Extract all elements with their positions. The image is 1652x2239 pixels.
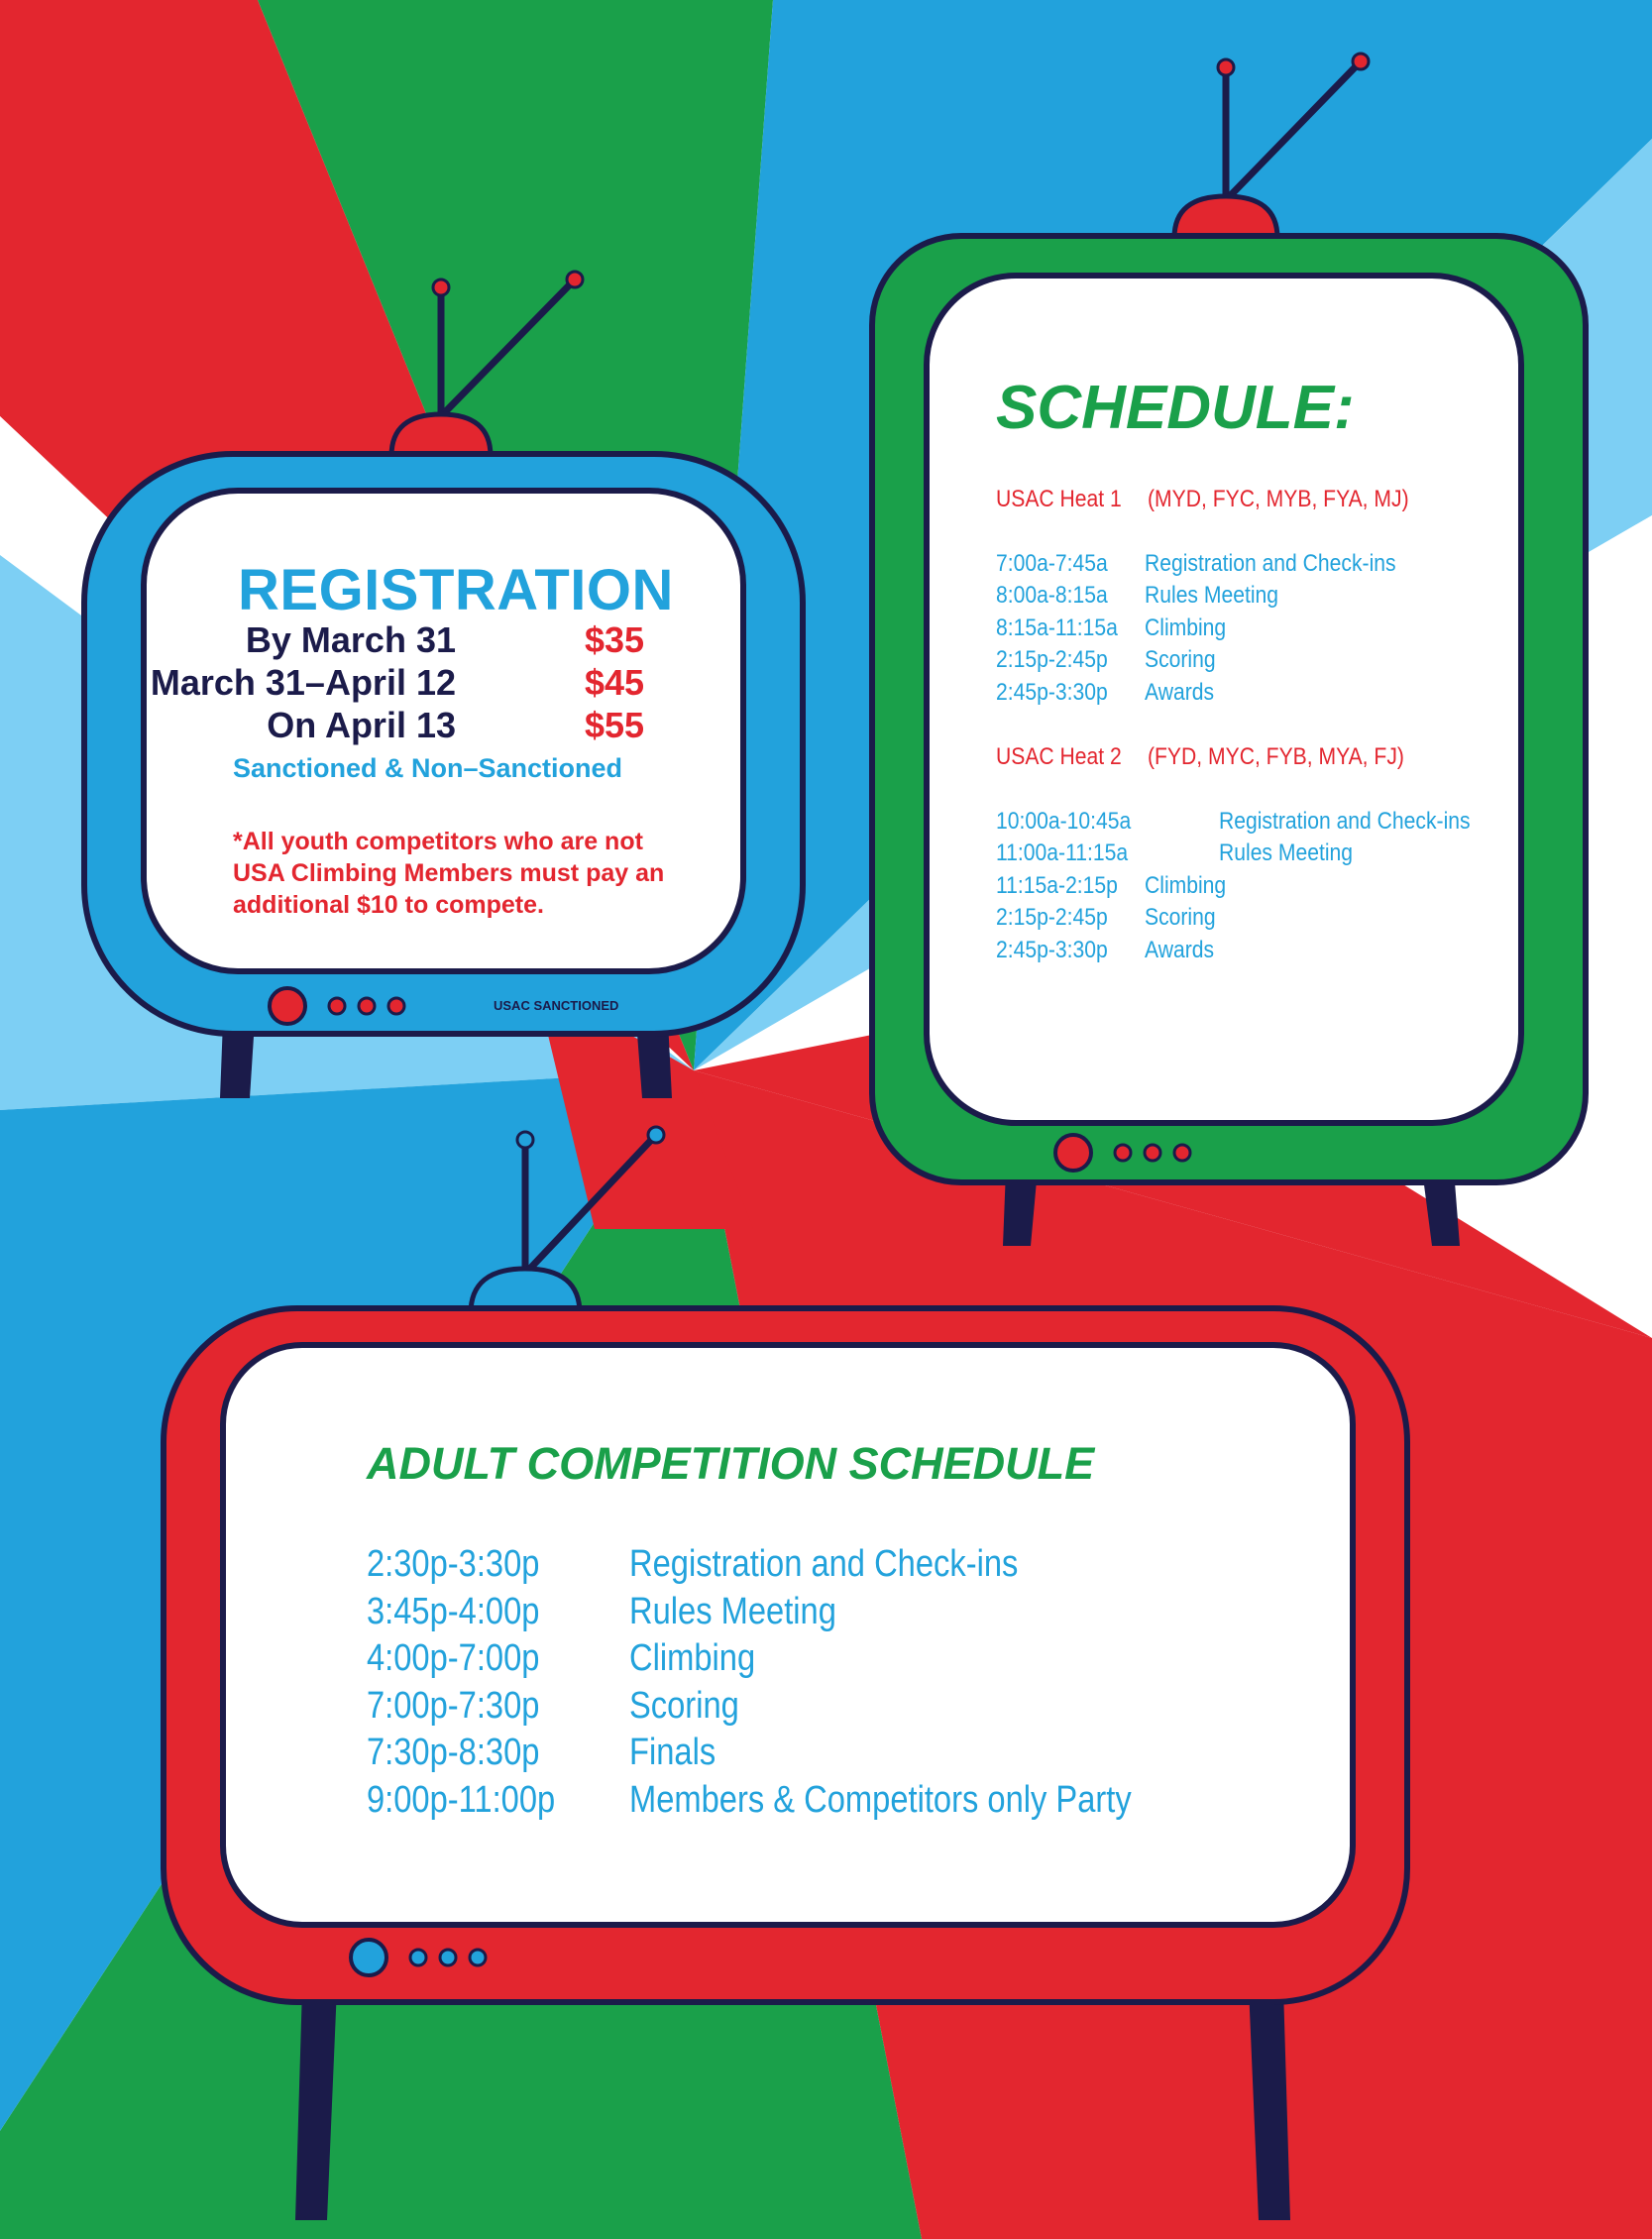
sanction-subtitle: Sanctioned & Non–Sanctioned [233,753,623,783]
adult-time-6: 9:00p-11:00p [367,1779,556,1821]
adult-schedule-title: ADULT COMPETITION SCHEDULE [367,1438,1095,1489]
tier-3-label: On April 13 [267,705,456,745]
adult-activity-6: Members & Competitors only Party [629,1779,1132,1821]
schedule-tv [867,50,1591,1249]
adult-schedule-tv [159,1125,1417,2225]
heat-1-activity-1: Registration and Check-ins [1145,550,1396,577]
heat-1-time-4: 2:15p-2:45p [996,646,1108,673]
adult-activity-4: Scoring [629,1685,739,1727]
heat-2-activity-3: Climbing [1145,872,1227,899]
heat-2-activity-4: Scoring [1145,904,1216,931]
adult-activity-5: Finals [629,1732,716,1773]
tier-2-label: March 31–April 12 [150,662,456,703]
heat-2-time-2: 11:00a-11:15a [996,840,1129,866]
usac-sanctioned-badge: USAC SANCTIONED [494,998,619,1013]
adult-time-5: 7:30p-8:30p [367,1732,540,1773]
heat-1-activity-4: Scoring [1145,646,1216,673]
registration-tv [79,268,813,1100]
youth-fee-note: *All youth competitors who are not USA Climbing Members must pay an additional $10 to compete. [233,828,665,919]
heat-1-activity-2: Rules Meeting [1145,582,1279,609]
heat-1-time-3: 8:15a-11:15a [996,615,1118,641]
heat-2-activity-1: Registration and Check-ins [1219,808,1471,835]
heat-1-time-1: 7:00a-7:45a [996,550,1108,577]
heat-2-time-3: 11:15a-2:15p [996,872,1118,899]
heat-2-name: USAC Heat 2 [996,743,1122,770]
heat-2-time-4: 2:15p-2:45p [996,904,1108,931]
heat-2-categories: (FYD, MYC, FYB, MYA, FJ) [1148,743,1404,770]
tier-1-price: $35 [585,619,645,660]
tier-3-price: $55 [585,705,645,745]
schedule-title: SCHEDULE: [996,374,1355,442]
heat-1-activity-3: Climbing [1145,615,1227,641]
heat-1-activity-5: Awards [1145,679,1215,706]
registration-title: REGISTRATION [238,558,674,622]
adult-time-1: 2:30p-3:30p [367,1543,540,1585]
adult-time-4: 7:00p-7:30p [367,1685,540,1727]
heat-2-time-1: 10:00a-10:45a [996,808,1132,835]
heat-1-time-5: 2:45p-3:30p [996,679,1108,706]
adult-time-3: 4:00p-7:00p [367,1637,540,1679]
heat-2-activity-5: Awards [1145,937,1215,963]
adult-time-2: 3:45p-4:00p [367,1591,540,1632]
adult-activity-1: Registration and Check-ins [629,1543,1019,1585]
heat-1-time-2: 8:00a-8:15a [996,582,1108,609]
tier-2-price: $45 [585,662,645,703]
adult-activity-2: Rules Meeting [629,1591,836,1632]
heat-1-categories: (MYD, FYC, MYB, FYA, MJ) [1148,486,1409,512]
heat-2-time-5: 2:45p-3:30p [996,937,1108,963]
tier-1-label: By March 31 [245,619,456,660]
adult-tv-graphic [159,1125,1417,2225]
heat-1-name: USAC Heat 1 [996,486,1122,512]
adult-activity-3: Climbing [629,1637,756,1679]
heat-2-activity-2: Rules Meeting [1219,840,1354,866]
schedule-tv-graphic [867,50,1591,1249]
